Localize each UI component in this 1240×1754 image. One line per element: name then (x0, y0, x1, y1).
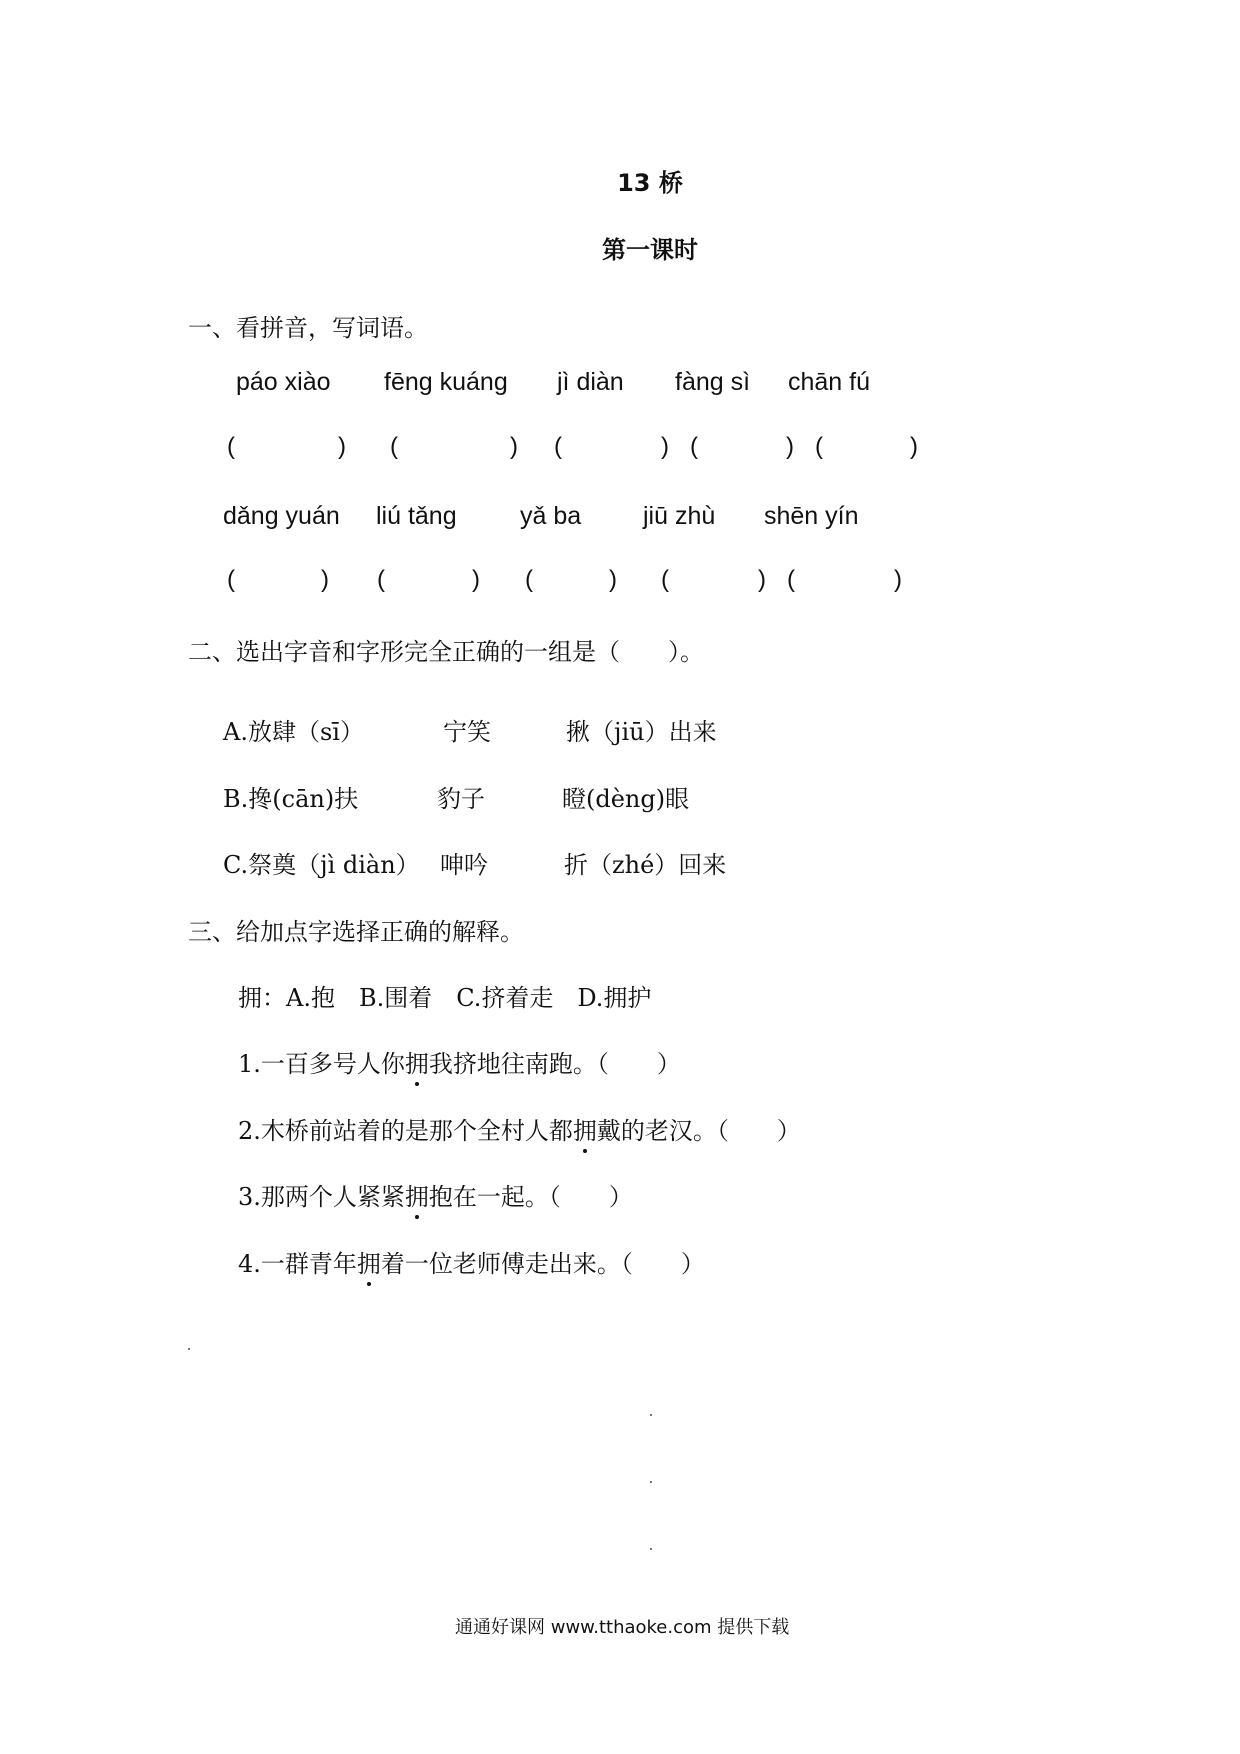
option-b-word-1: B.搀(cān)扶 (223, 785, 359, 813)
answer-close-paren: ) (758, 566, 766, 593)
scan-speck (650, 1481, 652, 1483)
pinyin-item: fàng sì (675, 368, 751, 396)
section-3-heading: 三、给加点字选择正确的解释。 (188, 918, 524, 946)
footer-source-text: 通通好课网 www.tthaoke.com 提供下载 (455, 1617, 790, 1638)
pinyin-item: dǎng yuán (223, 502, 340, 530)
answer-close-paren: ) (338, 433, 346, 460)
answer-close-paren: ) (786, 433, 794, 460)
option-c-word-3: 折（zhé）回来 (564, 851, 727, 879)
dotted-character: 拥 (357, 1244, 381, 1279)
answer-open-paren: ( (815, 433, 823, 460)
pinyin-item: jì diàn (557, 368, 624, 396)
option-a-word-1: A.放肆（sī） (223, 718, 364, 746)
option-c-word-1: C.祭奠（jì diàn） (223, 851, 420, 879)
answer-close-paren: ) (910, 433, 918, 460)
pinyin-item: shēn yín (764, 502, 859, 530)
sentence-number: 2. (238, 1117, 261, 1145)
sentence-item (238, 1244, 705, 1279)
answer-open-paren: ( (690, 433, 698, 460)
sentence-text: 一百多号人你 (260, 1050, 405, 1078)
sentence-item (238, 1177, 633, 1212)
sentence-number: 1. (238, 1050, 261, 1078)
answer-open-paren: ( (390, 433, 398, 460)
answer-close-paren: ) (472, 566, 480, 593)
page-title: 13 桥 (617, 169, 683, 197)
pinyin-item: páo xiào (236, 368, 331, 396)
scan-speck (650, 1414, 652, 1416)
scan-speck (650, 1548, 652, 1550)
sentence-text: 一群青年 (260, 1250, 357, 1278)
scan-speck (188, 1348, 190, 1350)
sentence-text: 抱在一起。（ ） (428, 1183, 633, 1211)
answer-close-paren: ) (321, 566, 329, 593)
sentence-text: 着一位老师傅走出来。（ ） (380, 1250, 705, 1278)
answer-close-paren: ) (510, 433, 518, 460)
pinyin-item: jiū zhù (643, 502, 716, 530)
answer-open-paren: ( (377, 566, 385, 593)
sentence-text: 戴的老汉。（ ） (596, 1117, 801, 1145)
answer-close-paren: ) (609, 566, 617, 593)
answer-open-paren: ( (661, 566, 669, 593)
definition-choices: 拥：A.抱 B.围着 C.挤着走 D.拥护 (238, 984, 652, 1012)
answer-open-paren: ( (525, 566, 533, 593)
answer-open-paren: ( (554, 433, 562, 460)
option-a-word-2: 宁笑 (443, 718, 491, 746)
answer-open-paren: ( (227, 433, 235, 460)
lesson-subtitle: 第一课时 (602, 236, 698, 264)
pinyin-item: chān fú (788, 368, 871, 396)
sentence-number: 3. (238, 1183, 261, 1211)
section-2-heading: 二、选出字音和字形完全正确的一组是（ ）。 (188, 638, 704, 666)
dotted-character: 拥 (405, 1177, 429, 1212)
option-b-word-3: 瞪(dèng)眼 (562, 785, 690, 813)
option-c-word-2: 呻吟 (440, 851, 488, 879)
pinyin-item: yǎ ba (520, 502, 582, 530)
dotted-character: 拥 (573, 1111, 597, 1146)
answer-close-paren: ) (894, 566, 902, 593)
option-b-word-2: 豹子 (437, 785, 485, 813)
sentence-text: 那两个人紧紧 (260, 1183, 405, 1211)
pinyin-item: liú tǎng (376, 502, 457, 530)
section-1-heading: 一、看拼音，写词语。 (188, 314, 428, 342)
sentence-number: 4. (238, 1250, 261, 1278)
sentence-text: 我挤地往南跑。（ ） (428, 1050, 681, 1078)
option-a-word-3: 揪（jiū）出来 (566, 718, 717, 746)
answer-open-paren: ( (787, 566, 795, 593)
sentence-item (238, 1111, 801, 1146)
dotted-character: 拥 (405, 1044, 429, 1079)
pinyin-item: fēng kuáng (384, 368, 508, 396)
sentence-text: 木桥前站着的是那个全村人都 (260, 1117, 573, 1145)
sentence-item (238, 1044, 681, 1079)
answer-open-paren: ( (227, 566, 235, 593)
answer-close-paren: ) (661, 433, 669, 460)
